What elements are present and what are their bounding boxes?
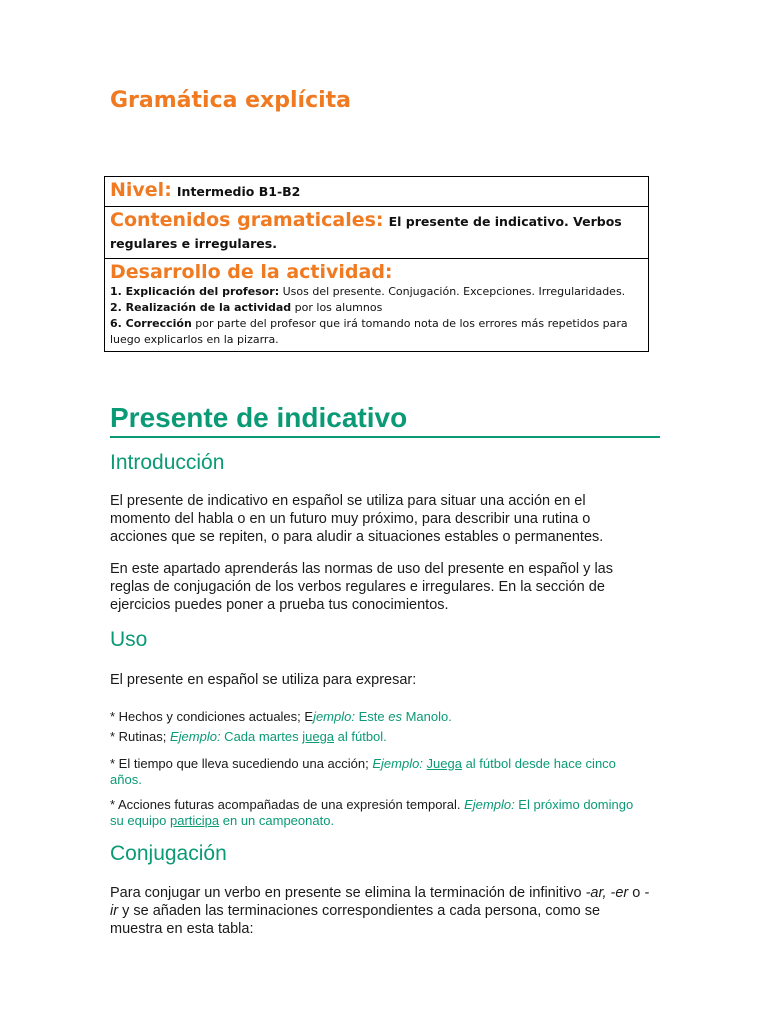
contenidos-label: Contenidos gramaticales: <box>110 209 384 231</box>
conjugacion-paragraph <box>110 884 650 938</box>
list-item-text: por parte del profesor que irá tomando nota de los errores más repetidos para luego explicarlos en la pizarra. <box>110 317 628 346</box>
list-item-text: Usos del presente. Conjugación. Excepciones. Irregularidades. <box>279 285 626 298</box>
example-label: Ejemplo: <box>372 756 423 771</box>
uso-item <box>110 797 650 829</box>
example-verb: es <box>388 709 402 724</box>
list-item <box>110 284 643 300</box>
intro-heading: Introducción <box>110 451 225 474</box>
ending-ar-er: -ar, -er <box>585 885 629 901</box>
example-label: Ejemplo: <box>464 797 515 812</box>
desarrollo-label: Desarrollo de la actividad: <box>110 261 393 283</box>
example-verb: juega <box>302 729 335 744</box>
nivel-label: Nivel: <box>110 179 172 201</box>
paragraph-text: o <box>628 885 645 901</box>
example-verb: Juega <box>426 756 462 771</box>
uso-item-text: * El tiempo que lleva sucediendo una acción; <box>110 756 373 771</box>
uso-heading: Uso <box>110 628 148 651</box>
contenidos-value: El presente de indicativo. Verbos regulares e irregulares. <box>110 214 622 251</box>
list-item-bold: 2. Realización de la actividad <box>110 301 292 314</box>
example-label: Ejemplo: <box>169 729 221 744</box>
example-text: al fútbol. <box>334 729 387 744</box>
paragraph-text: Para conjugar un verbo en presente se elimina la terminación de infinitivo <box>110 885 586 901</box>
list-item <box>110 300 643 316</box>
uso-item-text: * Hechos y condiciones actuales; E <box>110 709 314 724</box>
example-text: al fútbol desde hace cinco años. <box>110 756 616 787</box>
intro-paragraph-2: En este apartado aprenderás las normas de uso del presente en español y las reglas de conjugación de los verbos regulares e irregulares. En la sección de ejercicios puedes poner a prueba tus conocimientos. <box>110 561 613 613</box>
example-label: jemplo: <box>313 709 355 724</box>
example-verb: participa <box>170 813 220 828</box>
uso-item <box>110 729 650 745</box>
list-item <box>110 316 643 348</box>
conjugacion-heading: Conjugación <box>110 842 227 865</box>
example-text: Cada martes <box>220 729 303 744</box>
table-row-desarrollo <box>105 259 649 352</box>
uso-item-text: * Acciones futuras acompañadas de una expresión temporal. <box>110 797 465 812</box>
uso-item-text: * Rutinas; <box>110 729 170 744</box>
uso-item <box>110 756 650 788</box>
table-row-nivel <box>105 177 649 207</box>
paragraph-text: y se añaden las terminaciones correspondientes a cada persona, como se muestra en esta tabla: <box>110 903 601 937</box>
uso-item <box>110 709 650 725</box>
ending-ir: -ir <box>110 885 650 919</box>
document-title: Gramática explícita <box>110 88 352 113</box>
main-heading: Presente de indicativo <box>110 402 660 438</box>
nivel-value: Intermedio B1-B2 <box>176 184 301 199</box>
list-item-text: por los alumnos <box>291 301 383 314</box>
list-item-bold: 1. Explicación del profesor: <box>110 285 280 298</box>
example-text: El próximo domingo su equipo <box>110 797 634 828</box>
example-text: Este <box>354 709 389 724</box>
example-text: Manolo. <box>401 709 452 724</box>
list-item-bold: 6. Corrección <box>110 317 192 330</box>
desarrollo-list <box>110 284 643 348</box>
activity-info-table <box>104 176 649 352</box>
example-text: en un campeonato. <box>219 813 335 828</box>
uso-lead: El presente en español se utiliza para expresar: <box>110 672 417 688</box>
intro-paragraph-1: El presente de indicativo en español se utiliza para situar una acción en el momento del habla o en un futuro muy próximo, para describir una rutina o acciones que se repiten, o para aludir a situaciones estables o permanentes. <box>110 493 604 545</box>
table-row-contenidos <box>105 207 649 259</box>
